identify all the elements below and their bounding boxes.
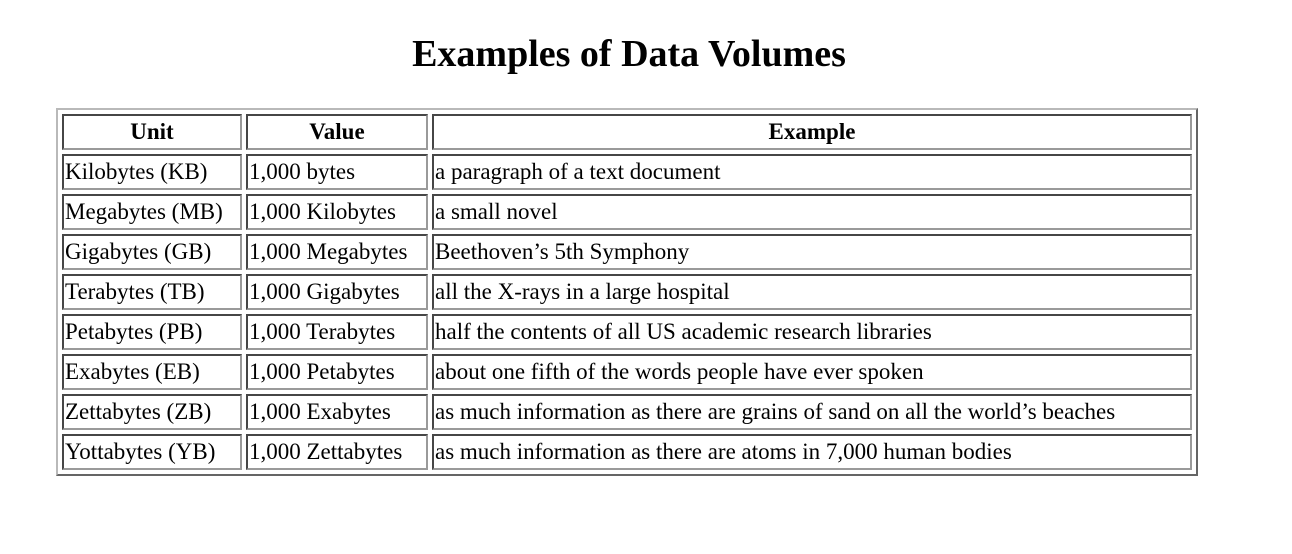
unit-cell: Exabytes (EB) — [62, 354, 242, 390]
unit-cell: Zettabytes (ZB) — [62, 394, 242, 430]
unit-cell: Megabytes (MB) — [62, 194, 242, 230]
example-cell: all the X-rays in a large hospital — [432, 274, 1192, 310]
page-title: Examples of Data Volumes — [412, 33, 846, 75]
table-row — [62, 194, 1192, 230]
table-row — [62, 394, 1192, 430]
table-header-row — [62, 114, 1192, 150]
value-cell: 1,000 Petabytes — [246, 354, 428, 390]
data-volumes-table — [56, 108, 1198, 476]
table-row — [62, 234, 1192, 270]
value-cell: 1,000 Gigabytes — [246, 274, 428, 310]
table-row — [62, 154, 1192, 190]
table-row — [62, 354, 1192, 390]
example-cell: a paragraph of a text document — [432, 154, 1192, 190]
example-cell: Beethoven’s 5th Symphony — [432, 234, 1192, 270]
unit-cell: Gigabytes (GB) — [62, 234, 242, 270]
column-header-value: Value — [246, 114, 428, 150]
unit-cell: Terabytes (TB) — [62, 274, 242, 310]
example-cell: half the contents of all US academic research libraries — [432, 314, 1192, 350]
value-cell: 1,000 bytes — [246, 154, 428, 190]
unit-cell: Yottabytes (YB) — [62, 434, 242, 470]
unit-cell: Kilobytes (KB) — [62, 154, 242, 190]
example-cell: a small novel — [432, 194, 1192, 230]
unit-cell: Petabytes (PB) — [62, 314, 242, 350]
example-cell: about one fifth of the words people have ever spoken — [432, 354, 1192, 390]
value-cell: 1,000 Exabytes — [246, 394, 428, 430]
example-cell: as much information as there are grains of sand on all the world’s beaches — [432, 394, 1192, 430]
table-row — [62, 434, 1192, 470]
value-cell: 1,000 Kilobytes — [246, 194, 428, 230]
table-row — [62, 274, 1192, 310]
value-cell: 1,000 Megabytes — [246, 234, 428, 270]
column-header-example: Example — [432, 114, 1192, 150]
value-cell: 1,000 Terabytes — [246, 314, 428, 350]
example-cell: as much information as there are atoms in 7,000 human bodies — [432, 434, 1192, 470]
value-cell: 1,000 Zettabytes — [246, 434, 428, 470]
column-header-unit: Unit — [62, 114, 242, 150]
table-row — [62, 314, 1192, 350]
